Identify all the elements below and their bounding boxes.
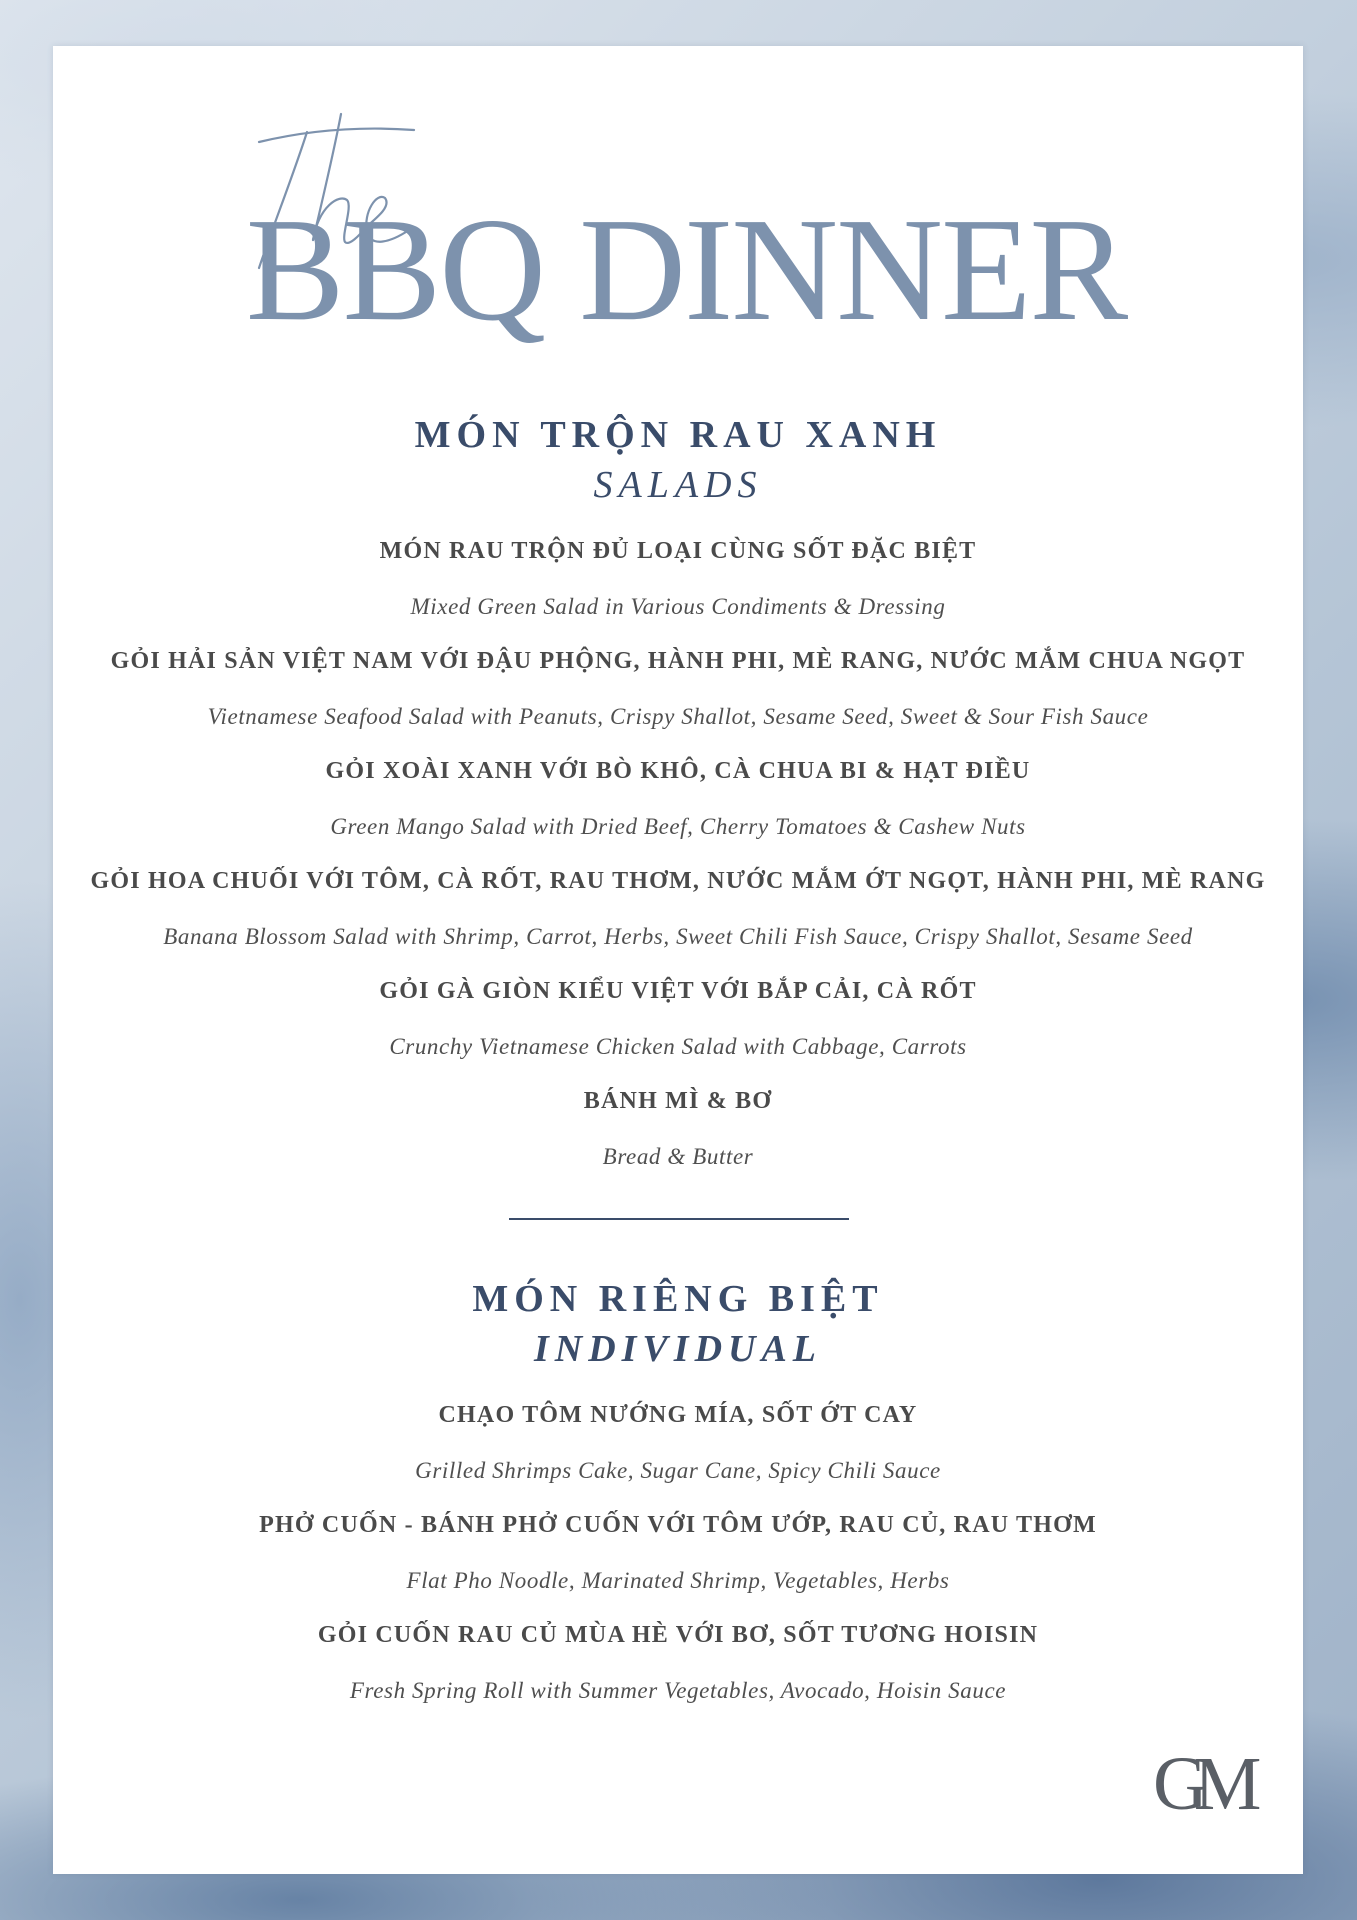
section-heading-en: INDIVIDUAL	[533, 1328, 823, 1370]
monogram-logo: GM	[1153, 1742, 1248, 1826]
section-heading-vn: MÓN TRỘN RAU XANH	[414, 414, 942, 456]
section-divider	[509, 1218, 849, 1220]
section-individual-heading	[53, 1280, 1303, 1368]
menu-item-en: Grilled Shrimps Cake, Sugar Cane, Spicy Chili Sauce	[415, 1458, 941, 1483]
menu-item-en: Crunchy Vietnamese Chicken Salad with Cabbage, Carrots	[389, 1034, 967, 1059]
menu-item-vn: BÁNH MÌ & BƠ	[583, 1088, 773, 1114]
section-heading-vn: MÓN RIÊNG BIỆT	[472, 1278, 884, 1320]
menu-item-en: Flat Pho Noodle, Marinated Shrimp, Vegetables, Herbs	[406, 1568, 950, 1593]
menu-item-vn: GỎI GÀ GIÒN KIỂU VIỆT VỚI BẮP CẢI, CÀ RỐT	[379, 978, 977, 1004]
menu-item-vn: GỎI CUỐN RAU CỦ MÙA HÈ VỚI BƠ, SỐT TƯƠNG HOISIN	[317, 1622, 1039, 1648]
section-heading-en: SALADS	[593, 464, 763, 506]
svg-text:The: The	[229, 86, 231, 87]
menu-item-en: Banana Blossom Salad with Shrimp, Carrot, Herbs, Sweet Chili Fish Sauce, Crispy Shallot, Sesame Seed	[163, 924, 1193, 949]
menu-item-vn: GỎI HOA CHUỐI VỚI TÔM, CÀ RỐT, RAU THƠM, NƯỚC MẮM ỚT NGỌT, HÀNH PHI, MÈ RANG	[90, 868, 1266, 894]
salads-list	[53, 524, 1303, 1184]
menu-item-en: Vietnamese Seafood Salad with Peanuts, Crispy Shallot, Sesame Seed, Sweet & Sour Fish Sauce	[207, 704, 1149, 729]
menu-card	[53, 46, 1303, 1874]
menu-item-vn: GỎI HẢI SẢN VIỆT NAM VỚI ĐẬU PHỘNG, HÀNH PHI, MÈ RANG, NƯỚC MẮM CHUA NGỌT	[110, 648, 1246, 674]
menu-title: BBQ DINNER	[245, 188, 1127, 352]
menu-item-en: Bread & Butter	[602, 1144, 754, 1169]
menu-item-en: Green Mango Salad with Dried Beef, Cherry Tomatoes & Cashew Nuts	[330, 814, 1026, 839]
menu-item-vn: MÓN RAU TRỘN ĐỦ LOẠI CÙNG SỐT ĐẶC BIỆT	[379, 538, 977, 564]
menu-item-vn: CHẠO TÔM NƯỚNG MÍA, SỐT ỚT CAY	[438, 1402, 918, 1428]
menu-item-en: Fresh Spring Roll with Summer Vegetables, Avocado, Hoisin Sauce	[349, 1678, 1007, 1703]
section-salads-heading	[53, 416, 1303, 504]
menu-item-vn: PHỞ CUỐN - BÁNH PHỞ CUỐN VỚI TÔM ƯỚP, RAU CỦ, RAU THƠM	[259, 1512, 1097, 1538]
menu-item-vn: GỎI XOÀI XANH VỚI BÒ KHÔ, CÀ CHUA BI & HẠT ĐIỀU	[325, 758, 1031, 784]
individual-list	[53, 1388, 1303, 1718]
menu-item-en: Mixed Green Salad in Various Condiments & Dressing	[410, 594, 946, 619]
